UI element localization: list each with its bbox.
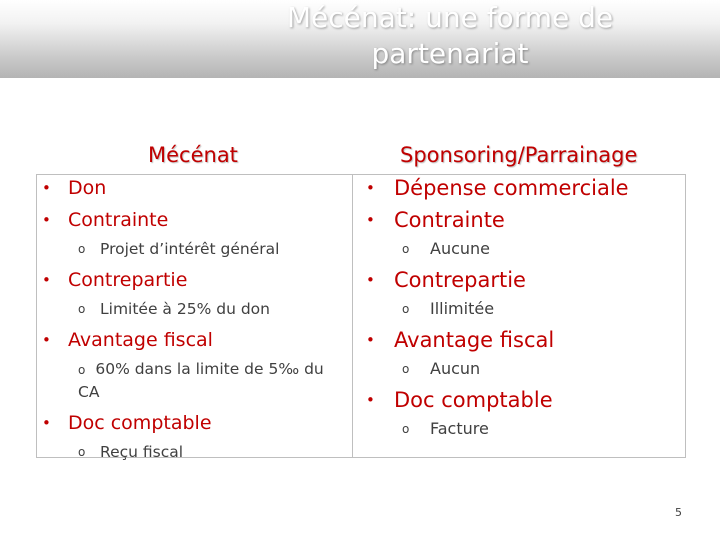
left-item-contrepartie [36,264,352,296]
right-sub-contrainte [358,238,686,260]
right-sub-label: Aucun [430,359,481,378]
left-sub-contrainte [36,238,352,260]
bullet-icon: • [42,414,51,432]
left-sub-avantage-fiscal [36,358,348,403]
right-item-contrepartie [358,264,686,296]
slide-title-line-2: partenariat [371,37,529,70]
right-sub-avantage-fiscal [358,358,686,380]
right-sub-label: Facture [430,419,489,438]
left-sub-label: Limitée à 25% du don [100,300,270,318]
right-item-doc-comptable [358,384,686,416]
circle-bullet-icon: o [78,302,86,316]
bullet-icon: • [366,271,375,289]
bullet-icon: • [366,179,375,197]
left-item-label: Doc comptable [68,412,212,434]
circle-bullet-icon: o [402,302,410,316]
right-item-label: Contrepartie [394,268,526,292]
bullet-icon: • [366,331,375,349]
bullet-icon: • [42,331,51,349]
left-sub-doc-comptable [36,441,352,463]
right-item-contrainte [358,204,686,236]
circle-bullet-icon: o [78,445,86,459]
left-sub-contrepartie [36,298,352,320]
right-item-avantage-fiscal [358,324,686,356]
left-item-avantage-fiscal [36,324,352,356]
right-item-label: Doc comptable [394,388,553,412]
right-item-depense-commerciale [358,172,686,204]
bullet-icon: • [366,211,375,229]
left-item-label: Contrainte [68,209,169,231]
left-item-contrainte [36,204,352,236]
bullet-icon: • [366,391,375,409]
circle-bullet-icon: o [78,242,86,256]
slide-title-line-1: Mécénat: une forme de [286,1,614,34]
left-item-label: Contrepartie [68,269,188,291]
page-number: 5 [675,506,682,519]
bullet-icon: • [42,179,51,197]
left-item-don [36,172,352,204]
column-divider [352,174,353,458]
left-list [36,172,352,467]
right-sub-contrepartie [358,298,686,320]
bullet-icon: • [42,271,51,289]
circle-bullet-icon: o [402,422,410,436]
circle-bullet-icon: o [402,242,410,256]
left-item-label: Don [68,177,107,199]
left-column-heading: Mécénat [148,143,238,167]
bullet-icon: • [42,211,51,229]
left-sub-label: 60% dans la limite de 5‰ du CA [78,360,324,401]
left-item-label: Avantage fiscal [68,329,213,351]
right-item-label: Contrainte [394,208,505,232]
left-sub-label: Reçu fiscal [100,443,184,461]
right-column-heading: Sponsoring/Parrainage [400,143,638,167]
right-sub-label: Aucune [430,239,491,258]
right-sub-label: Illimitée [430,299,495,318]
circle-bullet-icon: o [402,362,410,376]
right-list [358,172,686,444]
right-item-label: Avantage fiscal [394,328,555,352]
left-sub-label: Projet d’intérêt général [100,240,280,258]
right-sub-doc-comptable [358,418,686,440]
slide-title [250,0,650,72]
left-item-doc-comptable [36,407,352,439]
right-item-label: Dépense commerciale [394,176,629,200]
circle-bullet-icon: o [78,363,86,377]
